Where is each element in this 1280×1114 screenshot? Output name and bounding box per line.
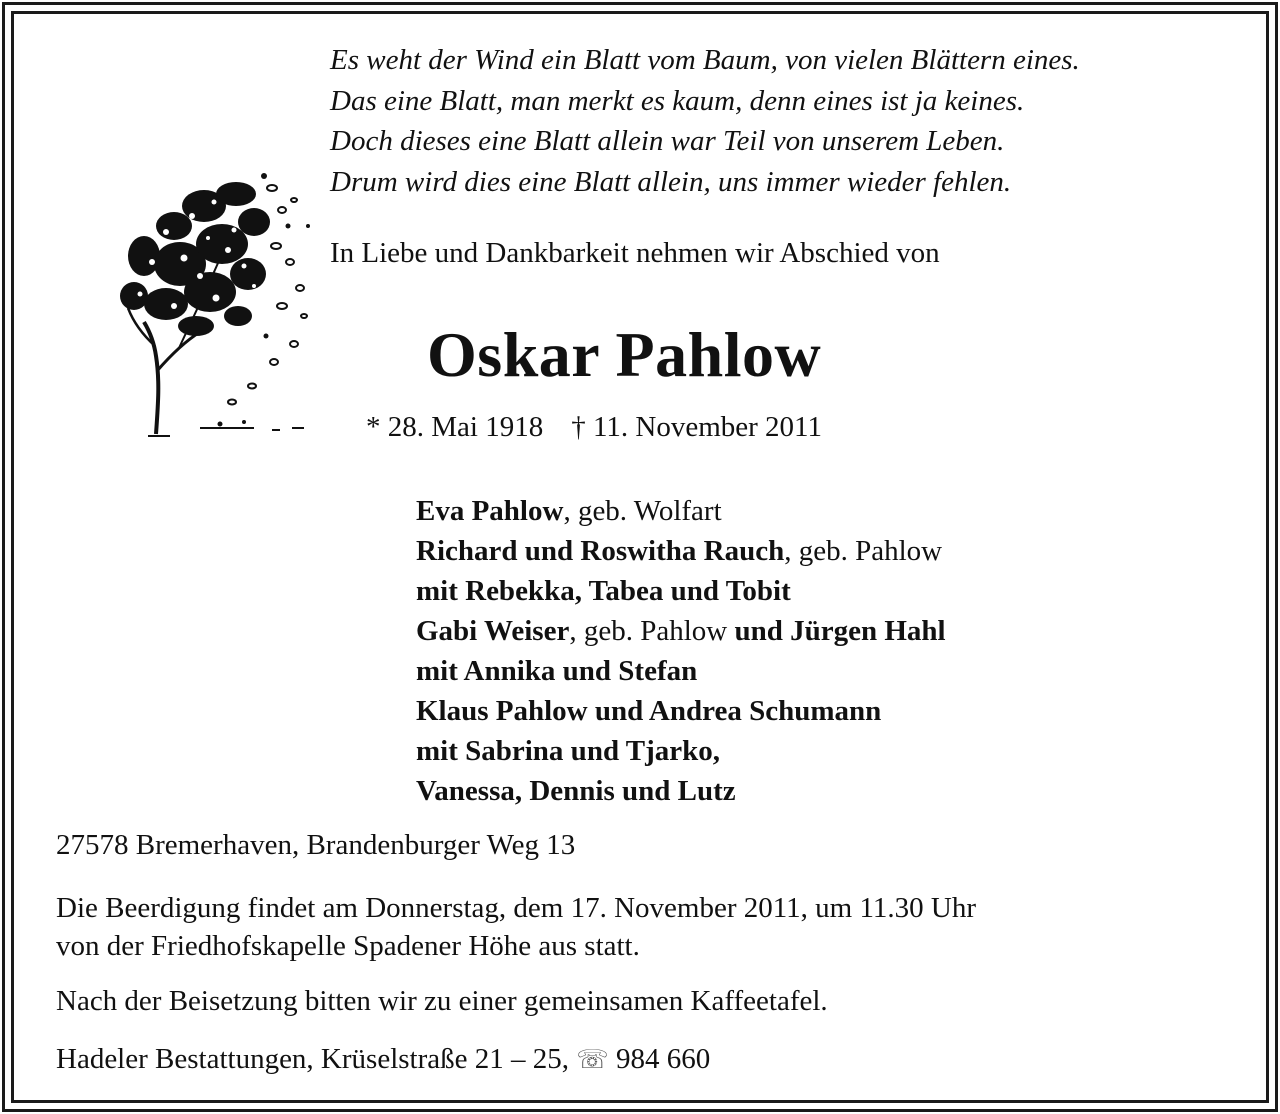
funeral-line: Die Beerdigung findet am Donnerstag, dem 17. November 2011, um 11.30 Uhr bbox=[56, 892, 977, 924]
mourner-line: Klaus Pahlow und Andrea Schumann bbox=[416, 695, 882, 727]
poem-line: Es weht der Wind ein Blatt vom Baum, von vielen Blättern eines. bbox=[330, 44, 1080, 76]
tree-branch bbox=[157, 332, 200, 371]
mourner-line: mit Rebekka, Tabea und Tobit bbox=[416, 575, 791, 607]
mourner-line: mit Annika und Stefan bbox=[416, 655, 698, 687]
death-date: 11. November 2011 bbox=[592, 411, 822, 443]
birth-symbol: * bbox=[366, 411, 381, 443]
phone-number: 984 660 bbox=[616, 1043, 711, 1075]
mourners-list bbox=[416, 491, 946, 811]
birth-date: 28. Mai 1918 bbox=[387, 411, 544, 443]
coffee-note: Nach der Beisetzung bitten wir zu einer gemeinsamen Kaffeetafel. bbox=[56, 985, 828, 1017]
cross-icon: † bbox=[571, 411, 586, 443]
deceased-name: Oskar Pahlow bbox=[427, 319, 822, 390]
telephone-icon: ☏ bbox=[576, 1045, 609, 1075]
mourner-line: mit Sabrina und Tjarko, bbox=[416, 735, 721, 767]
poem-line: Das eine Blatt, man merkt es kaum, denn eines ist ja keines. bbox=[330, 84, 1025, 117]
poem-line: Doch dieses eine Blatt allein war Teil von unserem Leben. bbox=[330, 125, 1005, 157]
windswept-tree-illustration bbox=[104, 166, 324, 446]
mourner-line: Vanessa, Dennis und Lutz bbox=[416, 775, 736, 807]
poem bbox=[330, 40, 1080, 202]
funeral-info bbox=[56, 889, 976, 965]
funeral-line: von der Friedhofskapelle Spadener Höhe aus statt. bbox=[56, 930, 640, 962]
undertaker-info bbox=[56, 1043, 710, 1076]
mourner-line: Eva Pahlow, geb. Wolfart bbox=[416, 495, 722, 527]
ground bbox=[148, 428, 304, 436]
poem-line: Drum wird dies eine Blatt allein, uns immer wieder fehlen. bbox=[330, 165, 1012, 198]
undertaker-text: Hadeler Bestattungen, Krüselstraße 21 – 25, bbox=[56, 1043, 569, 1075]
life-dates bbox=[366, 411, 822, 444]
mourner-line: Gabi Weiser, geb. Pahlow und Jürgen Hahl bbox=[416, 615, 946, 647]
address: 27578 Bremerhaven, Brandenburger Weg 13 bbox=[56, 829, 576, 861]
mourner-line: Richard und Roswitha Rauch, geb. Pahlow bbox=[416, 535, 943, 567]
intro-text: In Liebe und Dankbarkeit nehmen wir Abschied von bbox=[330, 237, 940, 269]
